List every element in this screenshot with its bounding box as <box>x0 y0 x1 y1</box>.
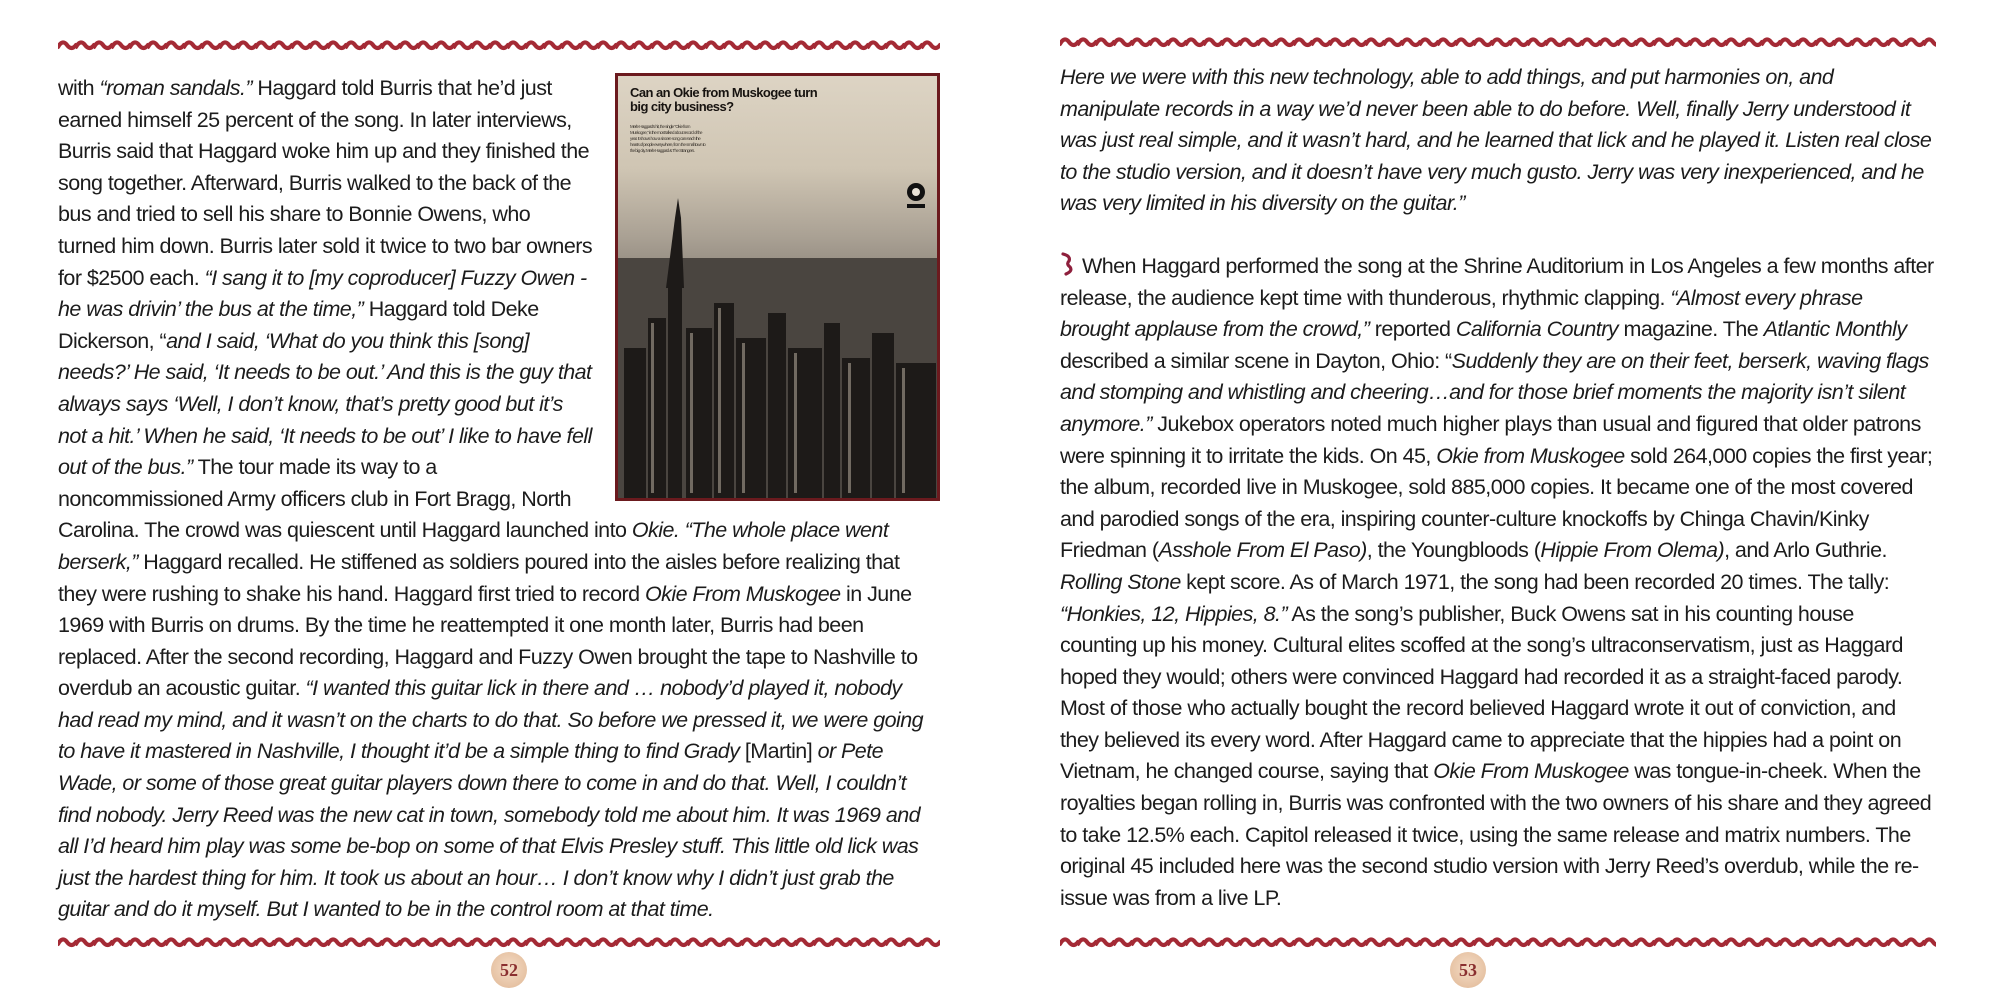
quote-paragraph: Here we were with this new technology, able to add things, and put harmonies on, and manipulate records in a way we’d never been able to do before. Well, finally Jerry understood it was just real simple, and it wasn’t hard, and he learned that lick and he played it. Listen real close to the studio version, and it doesn’t have very much gusto. Jerry was very inexperienced, and he was very limited in his diversity on the guitar.” <box>1060 65 1932 216</box>
top-ornament-left <box>58 38 940 52</box>
right-page <box>1000 0 2000 1000</box>
pilcrow-ornament-icon <box>1060 252 1074 276</box>
ad-body-text: Merle Haggard's hit, the single "Okie from Muskogee," is the most talked about record of the year. It shows how a sincere song can reach the hearts of people everywhere, from the small town to the big city. Merle Haggard & The Strangers. <box>630 124 706 153</box>
ad-headline: Can an Okie from Muskogee turn big city business? <box>630 85 818 114</box>
page-number-right: 53 <box>1450 952 1486 988</box>
left-body-text <box>58 73 940 926</box>
bottom-ornament-right <box>1060 935 1936 949</box>
skyline-photo-icon <box>618 198 937 498</box>
left-body-paragraph: with “roman sandals.” Haggard told Burris that he’d just earned himself 25 percent of the song. In later interviews, Burris said that Haggard woke him up and they finished the song together. Afterward, Burris walked to the back of the bus and tried to sell his share to Bonnie Owens, who turned him down. Burris later sold it twice to two bar owners for $2500 each. “I sang it to [my coproducer] Fuzzy Owen - he was drivin’ the bus at the time,” Haggard told Deke Dickerson, “and I said, ‘What do you think this [song] needs?’ He said, ‘It needs to be out.’ And this is the guy that always says ‘Well, I don’t know, that’s pretty good but it’s not a hit.’ When he said, ‘It needs to be out’ I like to have fell out of the bus.” The tour made its way to a noncommissioned Army officers club in Fort Bragg, North Carolina. The crowd was quiescent until Haggard launched into Okie. “The whole place went berserk,” Haggard recalled. He stiffened as soldiers poured into the aisles before realizing that they were rushing to shake his hand. Haggard first tried to record Okie From Muskogee in June 1969 with Burris on drums. By the time he reattempted it one month later, Burris had been replaced. After the second recording, Haggard and Fuzzy Owen brought the tape to Nashville to overdub an acoustic guitar. “I wanted this guitar lick in there and … nobody’d played it, nobody had read my mind, and it wasn’t on the charts to do that. So before we pressed it, we were going to have it mastered in Nashville, I thought it’d be a simple thing to find Grady [Martin] or Pete Wade, or some of those great guitar players down there to come in and do that. Well, I couldn’t find nobody. Jerry Reed was the new cat in town, somebody told me about him. It was 1969 and all I’d heard him play was some be-bop on some of that Elvis Presley stuff. This little old lick was just the hardest thing for him. It took us about an hour… I don’t know why I didn’t just grab the guitar and do it myself. But I wanted to be in the control room at that time. <box>58 76 924 922</box>
main-paragraph: When Haggard performed the song at the Shrine Auditorium in Los Angeles a few months after release, the audience kept time with thunderous, rhythmic clapping. “Almost every phrase brought applause from the crowd,” reported California Country magazine. The Atlantic Monthly described a similar scene in Dayton, Ohio: “Suddenly they are on their feet, berserk, waving flags and stomping and whistling and cheering…and for those brief moments the majority isn’t silent anymore.” Jukebox operators noted much higher plays than usual and figured that older patrons were spinning it to irritate the kids. On 45, Okie from Muskogee sold 264,000 copies the first year; the album, recorded live in Muskogee, sold 885,000 copies. It became one of the most covered and parodied songs of the era, inspiring counter-culture knockoffs by Chinga Chavin/Kinky Friedman (Asshole From El Paso), the Youngbloods (Hippie From Olema), and Arlo Guthrie. Rolling Stone kept score. As of March 1971, the song had been recorded 20 times. The tally: “Honkies, 12, Hippies, 8.” As the song’s publisher, Buck Owens sat in his counting house counting up his money. Cultural elites scoffed at the song’s ultraconservatism, just as Haggard hoped they would; others were convinced Haggard had recorded it as a straight-faced parody. Most of those who actually bought the record believed Haggard wrote it out of conviction, and they believed its every word. After Haggard came to appreciate that the hippies had a point on Vietnam, he changed course, saying that Okie From Muskogee was tongue-in-cheek. When the royalties began rolling in, Burris was confronted with the two owners of his share and they agreed to take 12.5% each. Capitol released it twice, using the same release and matrix numbers. The original 45 included here was the second studio version with Jerry Reed’s overdub, while the re-issue was from a live LP. <box>1060 253 1934 910</box>
okie-ad-image <box>615 73 940 501</box>
page-number-left: 52 <box>491 952 527 988</box>
right-body-text <box>1060 62 1936 914</box>
bottom-ornament-left <box>58 935 940 949</box>
top-ornament-right <box>1060 35 1936 49</box>
